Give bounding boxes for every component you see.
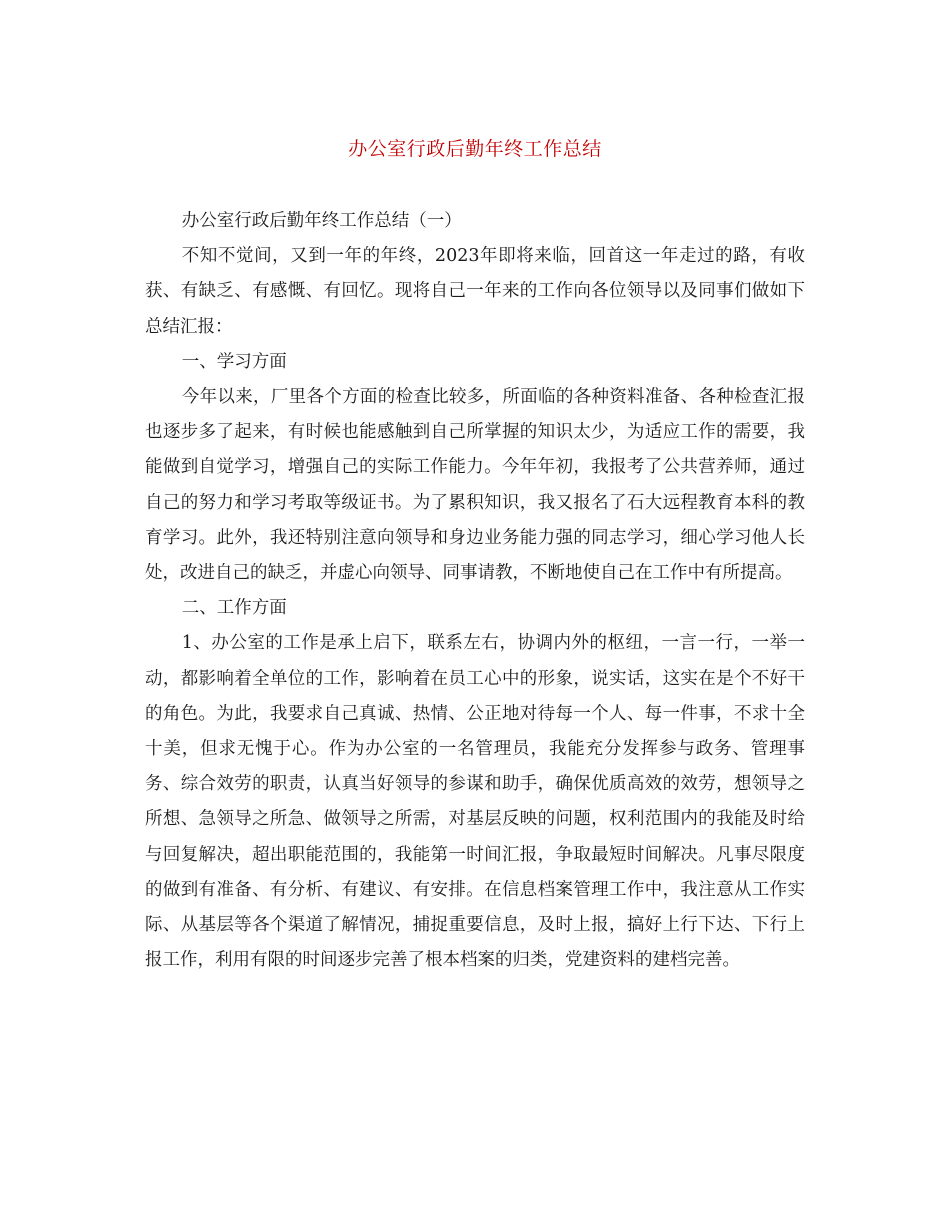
document-title: 办公室行政后勤年终工作总结 xyxy=(348,138,602,160)
intro-paragraph: 不知不觉间，又到一年的年终，2023年即将来临，回首这一年走过的路，有收获、有缺乏、有感慨、有回忆。现将自己一年来的工作向各位领导以及同事们做如下总结汇报： xyxy=(145,246,805,337)
work-paragraph-1: 1、办公室的工作是承上启下，联系左右，协调内外的枢纽，一言一行，一举一动，都影响着全单位的工作，影响着在员工心中的形象，说实话，这实在是个不好干的角色。为此，我要求自己真诚、热情、公正地对待每一个人、每一件事，不求十全十美，但求无愧于心。作为办公室的一名管理员，我能充分发挥参与政务、管理事务、综合效劳的职责，认真当好领导的参谋和助手，确保优质高效的效劳，想领导之所想、急领导之所急、做领导之所需，对基层反映的问题，权利范围内的我能及时给与回复解决，超出职能范围的，我能第一时间汇报，争取最短时间解决。凡事尽限度的做到有准备、有分析、有建议、有安排。在信息档案管理工作中，我注意从工作实际、从基层等各个渠道了解情况，捕捉重要信息，及时上报，搞好上行下达、下行上报工作，利用有限的时间逐步完善了根本档案的归类，党建资料的建档完善。 xyxy=(145,633,805,971)
section-heading-work: 二、工作方面 xyxy=(181,598,287,619)
section-subtitle: 办公室行政后勤年终工作总结（一） xyxy=(181,211,462,231)
document-body xyxy=(145,204,805,978)
section-heading-study: 一、学习方面 xyxy=(181,351,287,372)
study-paragraph: 今年以来，厂里各个方面的检查比较多，所面临的各种资料准备、各种检查汇报也逐步多了起来，有时候也能感触到自己所掌握的知识太少，为适应工作的需要，我能做到自觉学习，增强自己的实际工作能力。今年年初，我报考了公共营养师，通过自己的努力和学习考取等级证书。为了累积知识，我又报名了石大远程教育本科的教育学习。此外，我还特别注意向领导和身边业务能力强的同志学习，细心学习他人长处，改进自己的缺乏，并虚心向领导、同事请教，不断地使自己在工作中有所提高。 xyxy=(145,387,805,584)
